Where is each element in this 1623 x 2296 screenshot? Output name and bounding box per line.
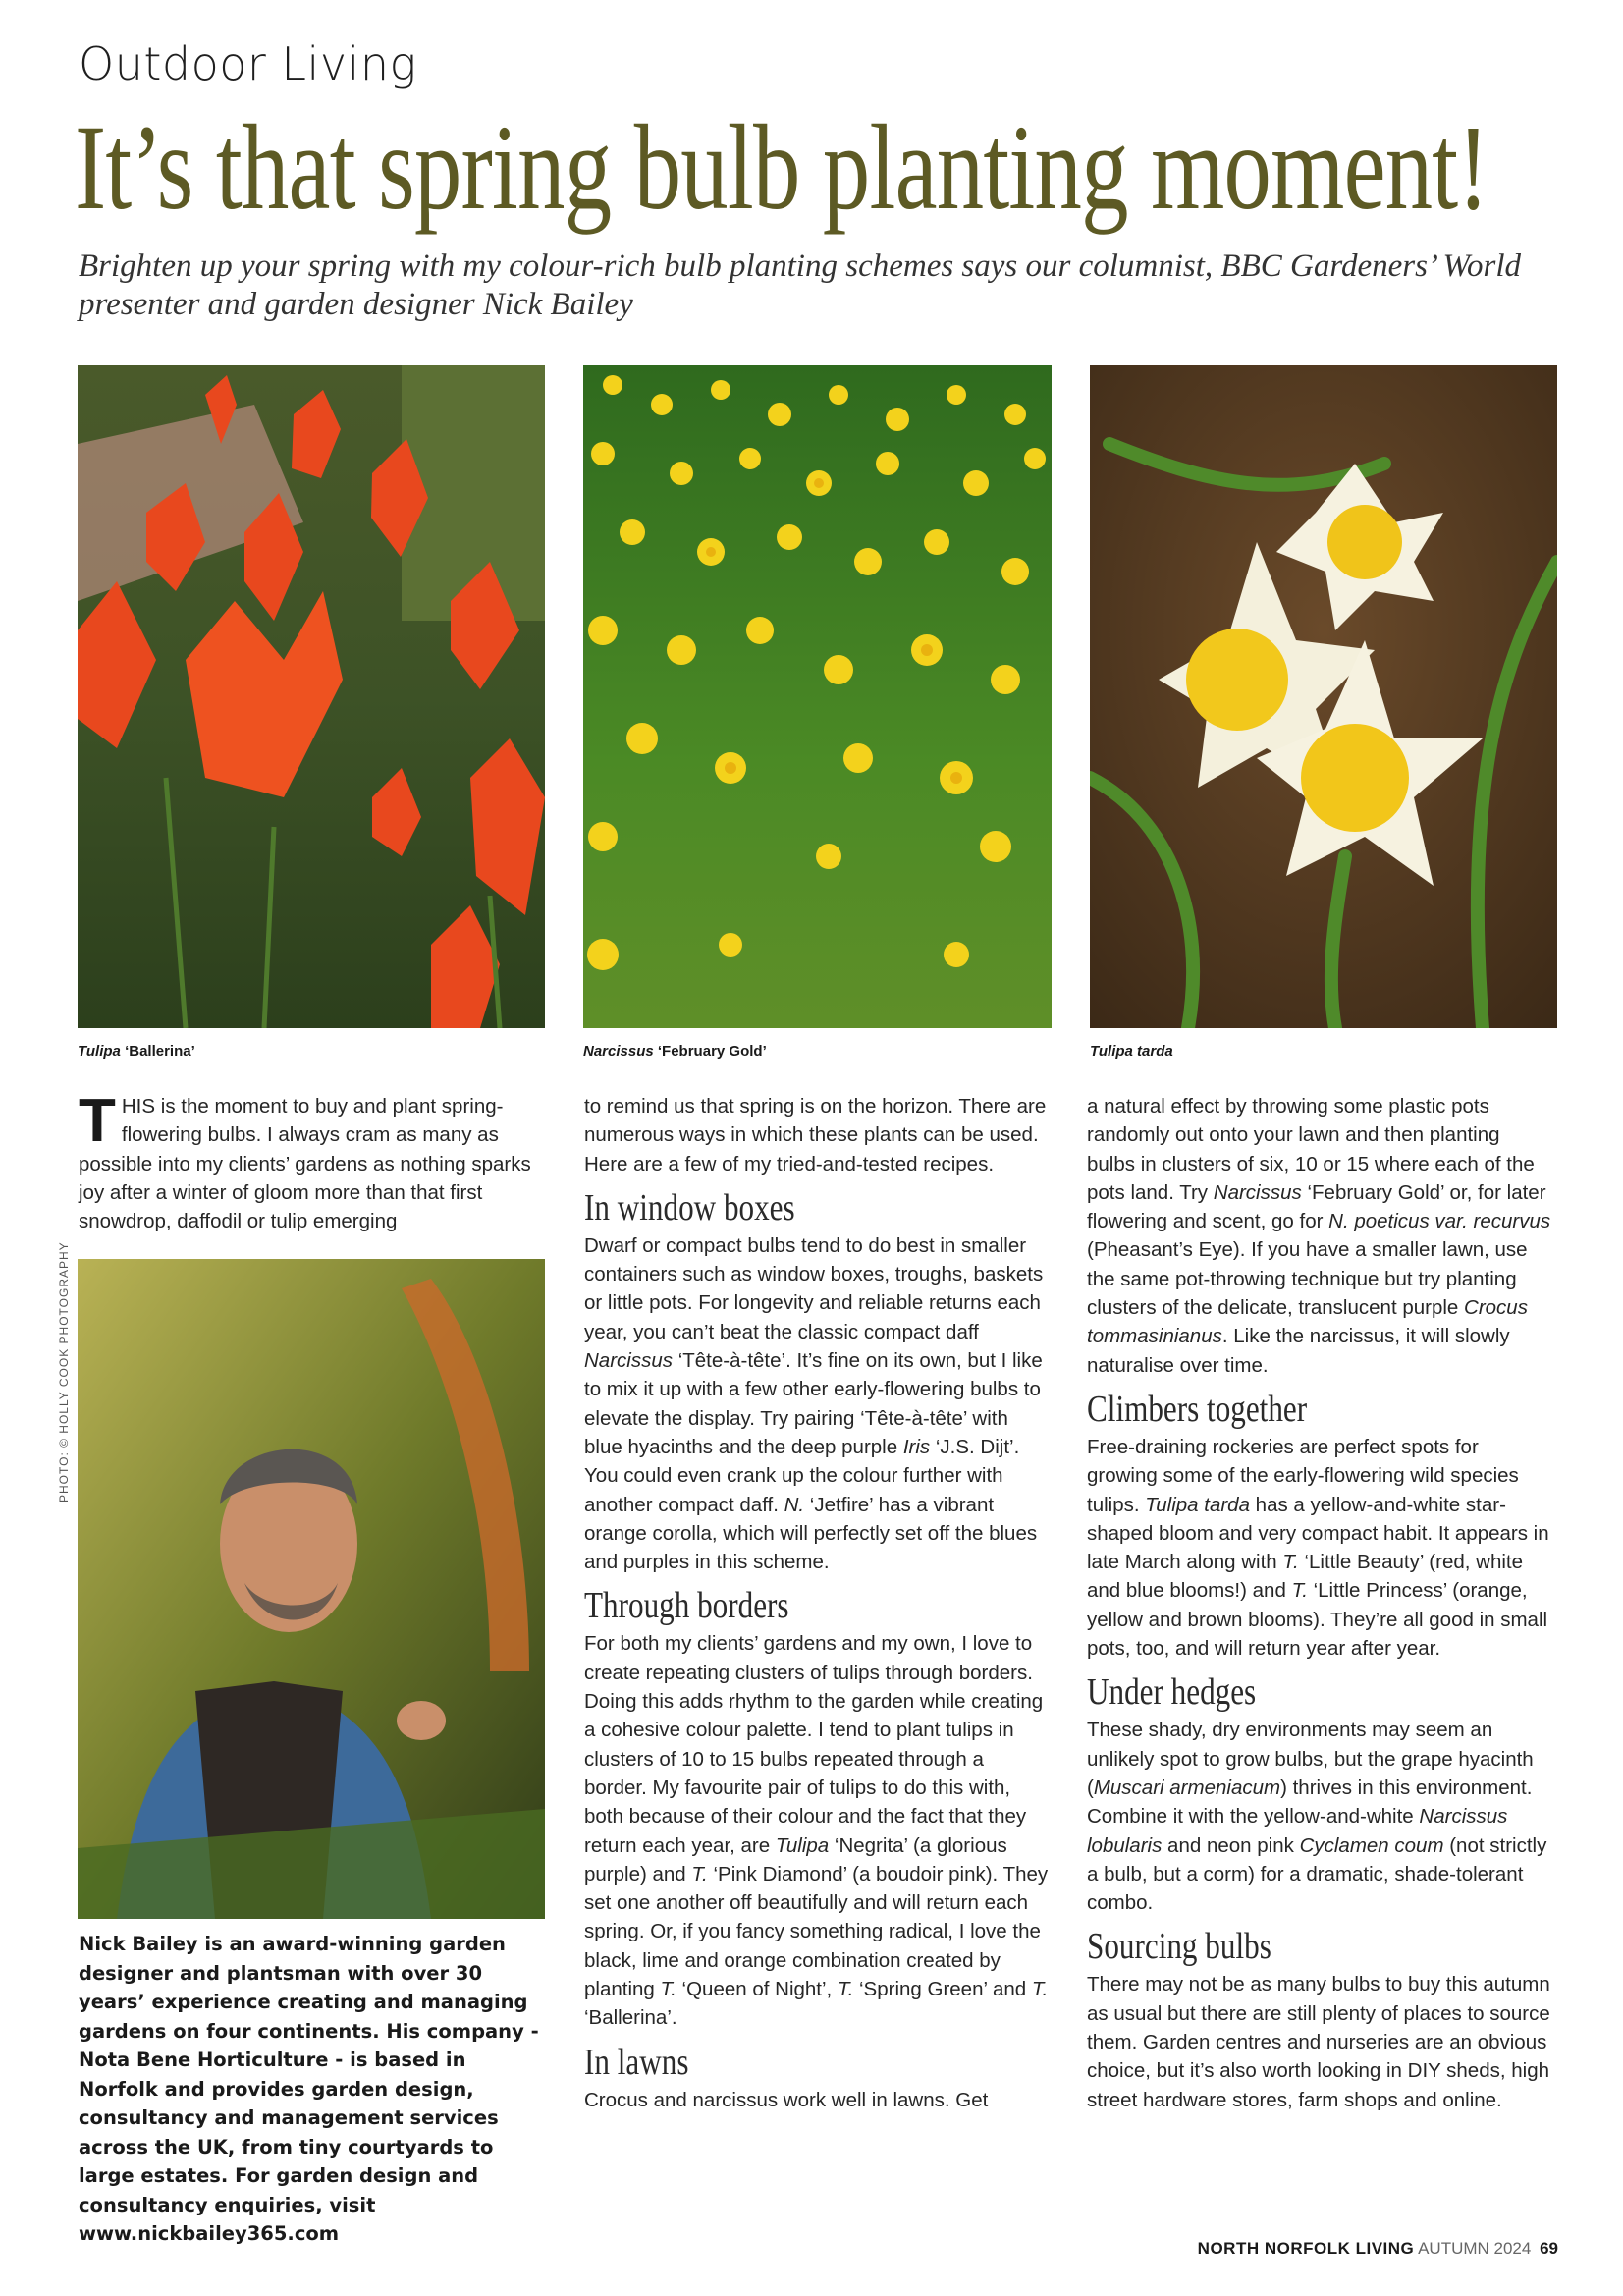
article-column-3	[1087, 1092, 1553, 2114]
issue-date: AUTUMN 2024	[1418, 2239, 1532, 2258]
caption-italic: Narcissus	[583, 1043, 654, 1060]
heading-through-borders: Through borders	[584, 1585, 789, 1627]
heading-climbers-together: Climbers together	[1087, 1388, 1308, 1430]
intro-continued: to remind us that spring is on the horizon. There are numerous ways in which these plants can be used. Here are a few of my tried-and-tested recipes.	[584, 1095, 1047, 1175]
heading-under-hedges: Under hedges	[1087, 1671, 1257, 1714]
photo-credit: PHOTO: © HOLLY COOK PHOTOGRAPHY	[57, 1241, 71, 1503]
intro-paragraph	[79, 1087, 545, 1235]
intro-text: is the moment to buy and plant spring-flowering bulbs. I always cram as many as possible into my clients’ gardens as nothing sparks joy after a winter of gloom more than that first snowdrop, daffodil or tulip emerging	[79, 1095, 531, 1233]
magazine-name: NORTH NORFOLK LIVING	[1197, 2239, 1415, 2258]
window-boxes-paragraph: Dwarf or compact bulbs tend to do best in smaller containers such as window boxes, troughs, baskets or little pots. For longevity and reliable returns each year, you can’t beat the classic compact daff Narcissus ‘Tête-à-tête’. It’s fine on its own, but I like to mix it up with a few other early-flowering bulbs to elevate the display. Try pairing ‘Tête-à-tête’ with blue hyacinths and the deep purple Iris ‘J.S. Dijt’. You could even crank up the colour further with another compact daff. N. ‘Jetfire’ has a vibrant orange corolla, which will perfectly set off the blues and purples in this scheme.	[584, 1233, 1044, 1574]
borders-paragraph: For both my clients’ gardens and my own, I love to create repeating clusters of tulips through borders. Doing this adds rhythm to the garden while creating a cohesive colour palette. I tend to plant tulips in clusters of 10 to 15 bulbs repeated through a border. My favourite pair of tulips to do this with, both because of their colour and the fact that they return each year, are Tulipa ‘Negrita’ (a glorious purple) and T. ‘Pink Diamond’ (a boudoir pink). They set one another off beautifully and will return each spring. Or, if you fancy something radical, I love the black, lime and orange combination created by planting T. ‘Queen of Night’, T. ‘Spring Green’ and T. ‘Ballerina’.	[584, 1632, 1049, 2030]
intro-lead: HIS	[121, 1095, 156, 1118]
heading-in-lawns: In lawns	[584, 2041, 689, 2083]
article-column-2	[584, 1092, 1051, 2114]
tulipa-tarda-caption: Tulipa tarda	[1090, 1043, 1173, 1060]
heading-sourcing-bulbs: Sourcing bulbs	[1087, 1926, 1271, 1968]
portrait-photo	[78, 1259, 545, 1919]
caption-text: ‘Ballerina’	[120, 1043, 195, 1060]
daffodils-photo	[583, 365, 1052, 1028]
drop-cap: T	[79, 1087, 116, 1155]
standfirst: Brighten up your spring with my colour-rich bulb planting schemes says our columnist, BBC Gardeners’ World presenter and garden designer Nick Bailey	[79, 248, 1521, 322]
article-column-1	[79, 1087, 545, 1235]
author-bio: Nick Bailey is an award-winning garden designer and plantsman with over 30 years’ experience creating and managing gardens on four continents. His company - Nota Bene Horticulture - is based in Norfolk and provides garden design, consultancy and management services across the UK, from tiny courtyards to large estates. For garden design and consultancy enquiries, visit www.nickbailey365.com	[79, 1933, 539, 2245]
tulips-caption	[78, 1043, 195, 1060]
page-number: 69	[1540, 2239, 1558, 2258]
lawns-paragraph-start: Crocus and narcissus work well in lawns. Get	[584, 2088, 989, 2111]
section-label: Outdoor Living	[79, 37, 417, 90]
tulips-photo	[78, 365, 545, 1028]
daffodils-caption	[583, 1043, 767, 1060]
sourcing-paragraph: There may not be as many bulbs to buy this autumn as usual but there are still plenty of places to source them. Garden centres and nurseries are an obvious choice, but it’s also worth looking in DIY sheds, high street hardware stores, farm shops and online.	[1087, 1973, 1550, 2111]
climbers-paragraph: Free-draining rockeries are perfect spots for growing some of the early-flowering wild species tulips. Tulipa tarda has a yellow-and-white star-shaped bloom and very compact habit. It appears in late March along with T. ‘Little Beauty’ (red, white and blue blooms!) and T. ‘Little Princess’ (orange, yellow and brown blooms). They’re all good in small pots, too, and will return year after year.	[1087, 1435, 1549, 1661]
caption-text: ‘February Gold’	[653, 1043, 767, 1060]
hedges-paragraph: These shady, dry environments may seem an unlikely spot to grow bulbs, but the grape hyacinth (Muscari armeniacum) thrives in this environment. Combine it with the yellow-and-white Narcissus lobularis and neon pink Cyclamen coum (not strictly a bulb, but a corm) for a dramatic, shade-tolerant combo.	[1087, 1719, 1547, 1915]
tulipa-tarda-photo	[1090, 365, 1557, 1028]
page-footer	[1198, 2239, 1558, 2259]
caption-italic: Tulipa	[78, 1043, 121, 1060]
page-title: It’s that spring bulb planting moment!	[75, 100, 1488, 235]
lawns-paragraph: a natural effect by throwing some plastic pots randomly out onto your lawn and then planting bulbs in clusters of six, 10 or 15 where each of the pots land. Try Narcissus ‘February Gold’ or, for later flowering and scent, go for N. poeticus var. recurvus (Pheasant’s Eye). If you have a smaller lawn, use the same pot-throwing technique but try planting clusters of the delicate, translucent purple Crocus tommasinianus. Like the narcissus, it will slowly naturalise over time.	[1087, 1095, 1551, 1377]
heading-window-boxes: In window boxes	[584, 1186, 795, 1229]
